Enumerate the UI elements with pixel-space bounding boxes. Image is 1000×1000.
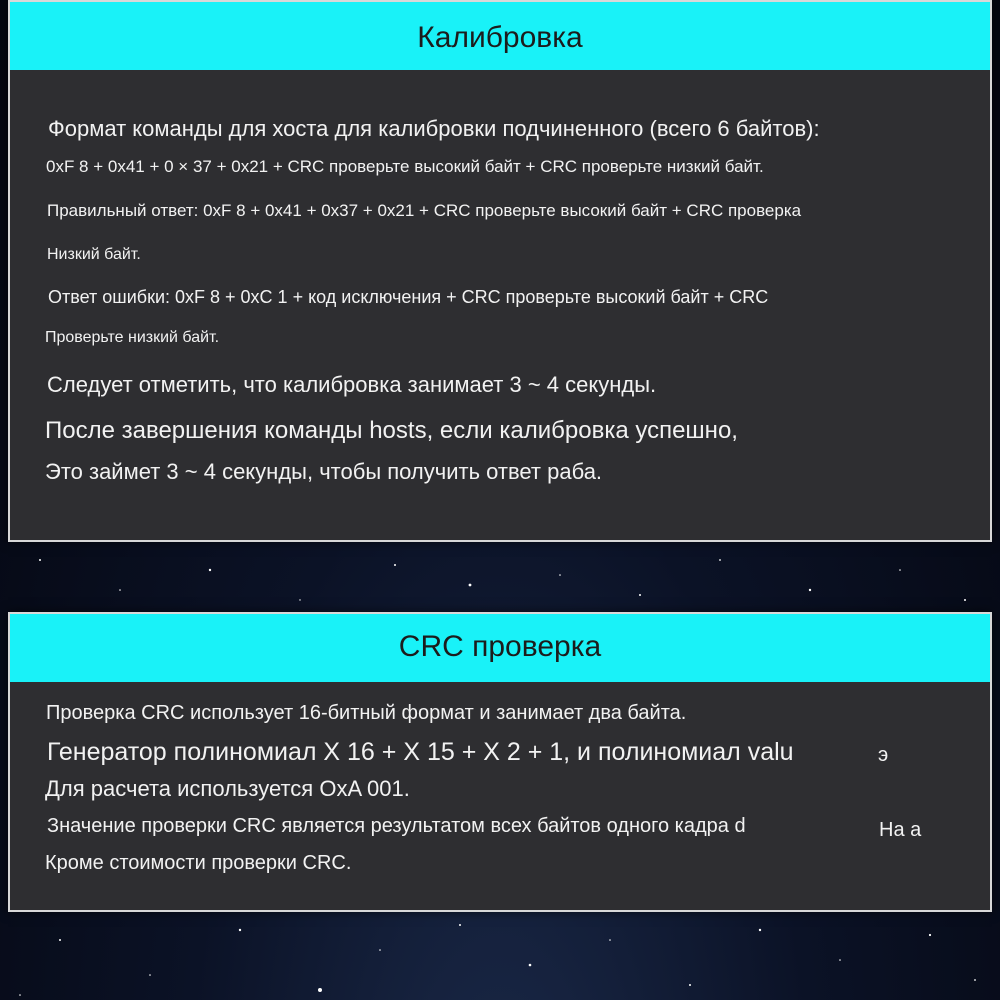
calibration-line: Ответ ошибки: 0xF 8 + 0xC 1 + код исключения + CRC проверьте высокий байт + CRC [48, 287, 769, 307]
calibration-panel [8, 0, 992, 542]
calibration-line: Это займет 3 ~ 4 секунды, чтобы получить ответ раба. [45, 459, 603, 484]
crc-line: Кроме стоимости проверки CRC. [45, 852, 352, 874]
calibration-line: После завершения команды hosts, если калибровка успешно, [45, 417, 738, 444]
calibration-line: Формат команды для хоста для калибровки подчиненного (всего 6 байтов): [48, 116, 820, 141]
calibration-title: Калибровка [10, 2, 990, 70]
calibration-line: Проверьте низкий байт. [45, 329, 220, 346]
calibration-line: Правильный ответ: 0xF 8 + 0x41 + 0x37 + 0x21 + CRC проверьте высокий байт + CRC проверка [47, 201, 802, 220]
crc-line: Проверка CRC использует 16-битный формат и занимает два байта. [46, 702, 687, 724]
crc-line-fragment: На а [879, 819, 922, 841]
calibration-body [10, 70, 990, 540]
calibration-line: 0xF 8 + 0x41 + 0 × 37 + 0x21 + CRC проверьте высокий байт + CRC проверьте низкий байт. [46, 157, 764, 176]
crc-line-fragment: э [878, 744, 889, 766]
crc-body [10, 682, 990, 910]
calibration-line: Следует отметить, что калибровка занимает 3 ~ 4 секунды. [47, 372, 657, 397]
calibration-line: Низкий байт. [47, 246, 141, 263]
crc-line: Для расчета используется OxA 001. [45, 776, 410, 801]
crc-panel [8, 612, 992, 912]
crc-line: Значение проверки CRC является результатом всех байтов одного кадра d [47, 815, 746, 837]
crc-line: Генератор полиномиал X 16 + X 15 + X 2 + 1, и полиномиал valu [47, 738, 794, 766]
crc-title: CRC проверка [10, 614, 990, 682]
